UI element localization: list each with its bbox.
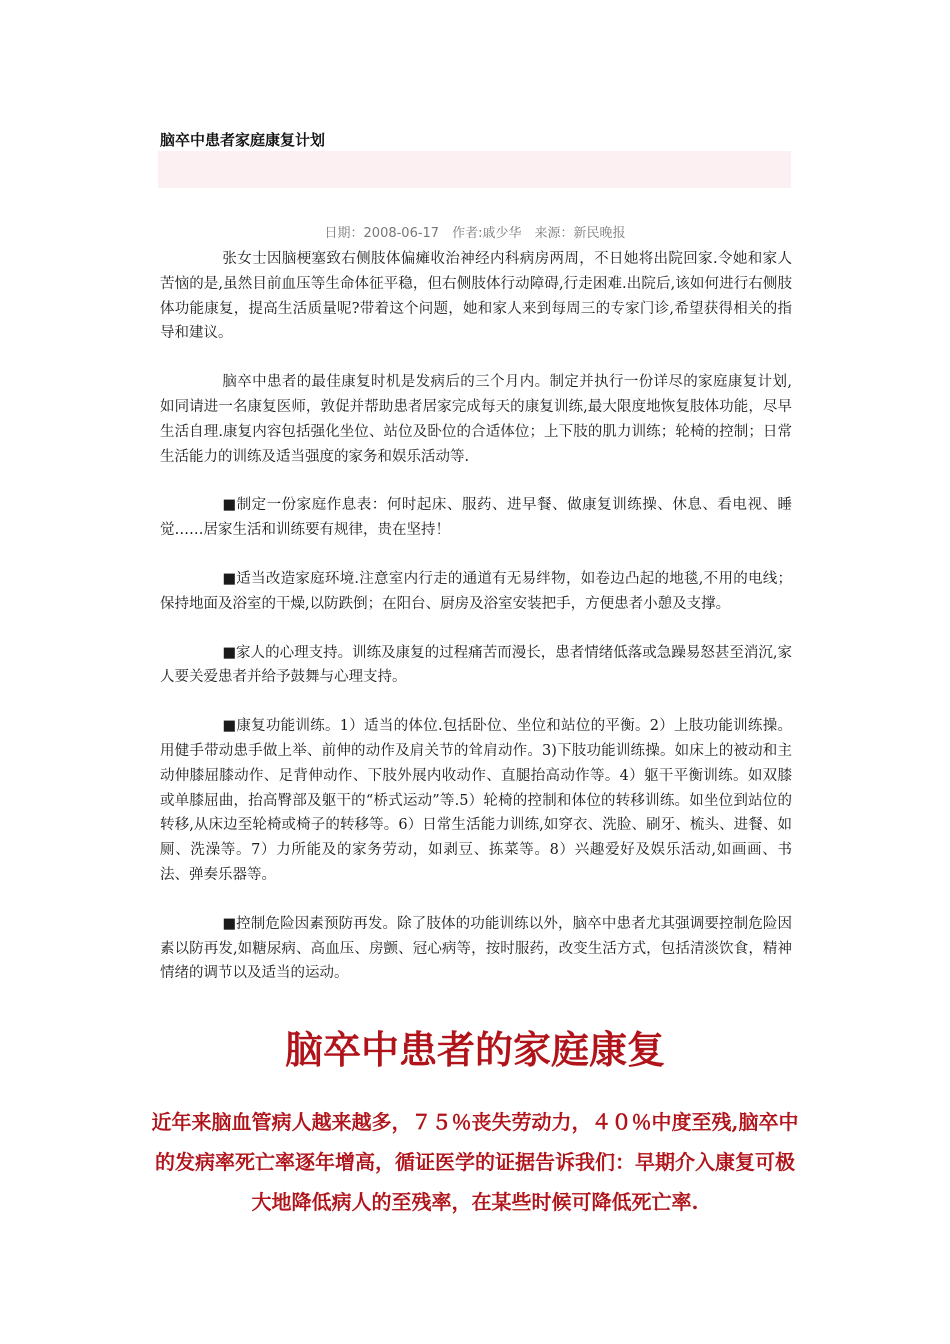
paragraph-risk-control: ■控制危险因素预防再发。除了肢体的功能训练以外，脑卒中患者尤其强调要控制危险因素以防再发,如糖尿病、高血压、房颤、冠心病等，按时服药，改变生活方式，包括清淡饮食，精神情绪的调节以及适当的运动。 [160,915,792,982]
feature-title: 脑卒中患者的家庭康复 [284,1028,665,1072]
article-title: 脑卒中患者家庭康复计划 [160,131,326,149]
paragraph-environment: ■适当改造家庭环境.注意室内行走的通道有无易绊物，如卷边凸起的地毯,不用的电线；保持地面及浴室的干燥,以防跌倒；在阳台、厨房及浴室安装把手，方便患者小憩及支撑。 [160,570,792,612]
paragraph-training: ■康复功能训练。1）适当的体位.包括卧位、坐位和站位的平衡。2）上肢功能训练操。用健手带动患手做上举、前伸的动作及肩关节的耸肩动作。3)下肢功能训练操。如床上的被动和主动伸膝屈膝动作、足背伸动作、下肢外展内收动作、直腿抬高动作等。4）躯干平衡训练。如双膝或单膝屈曲，抬高臀部及躯干的“桥式运动”等.5）轮椅的控制和体位的转移训练。如坐位到站位的转移,从床边至轮椅或椅子的转移等。6）日常生活能力训练,如穿衣、洗脸、刷牙、梳头、进餐、如厕、洗澡等。7）力所能及的家务劳动，如剥豆、拣菜等。8）兴趣爱好及娱乐活动,如画画、书法、弹奏乐器等。 [160,718,792,883]
article-body [160,247,792,1010]
feature-lead: 近年来脑血管病人越来越多，７５％丧失劳动力，４０％中度至残,脑卒中的发病率死亡率逐年增高，循证医学的证据告诉我们：早期介入康复可极大地降低病人的至残率，在某些时候可降低死亡率. [151,1110,799,1214]
paragraph-psychological: ■家人的心理支持。训练及康复的过程痛苦而漫长，患者情绪低落或急躁易怒甚至消沉,家人要关爱患者并给予鼓舞与心理支持。 [160,644,792,686]
title-band [158,151,791,188]
article-meta: 日期：2008-06-17 作者:戚少华 来源：新民晚报 [324,226,626,241]
paragraph-best-time: 脑卒中患者的最佳康复时机是发病后的三个月内。制定并执行一份详尽的家庭康复计划,如同请进一名康复医师，敦促并帮助患者居家完成每天的康复训练,最大限度地恢复肢体功能，尽早生活自理.康复内容包括强化坐位、站位及卧位的合适体位；上下肢的肌力训练；轮椅的控制；日常生活能力的训练及适当强度的家务和娱乐活动等. [160,374,792,465]
paragraph-schedule: ■制定一份家庭作息表：何时起床、服药、进早餐、做康复训练操、休息、看电视、睡觉……居家生活和训练要有规律，贵在坚持！ [160,497,792,539]
paragraph-intro: 张女士因脑梗塞致右侧肢体偏瘫收治神经内科病房两周，不日她将出院回家.令她和家人苦恼的是,虽然目前血压等生命体征平稳，但右侧肢体行动障碍,行走困难.出院后,该如何进行右侧肢体功能康复，提高生活质量呢?带着这个问题，她和家人来到每周三的专家门诊,希望获得相关的指导和建议。 [160,251,792,342]
